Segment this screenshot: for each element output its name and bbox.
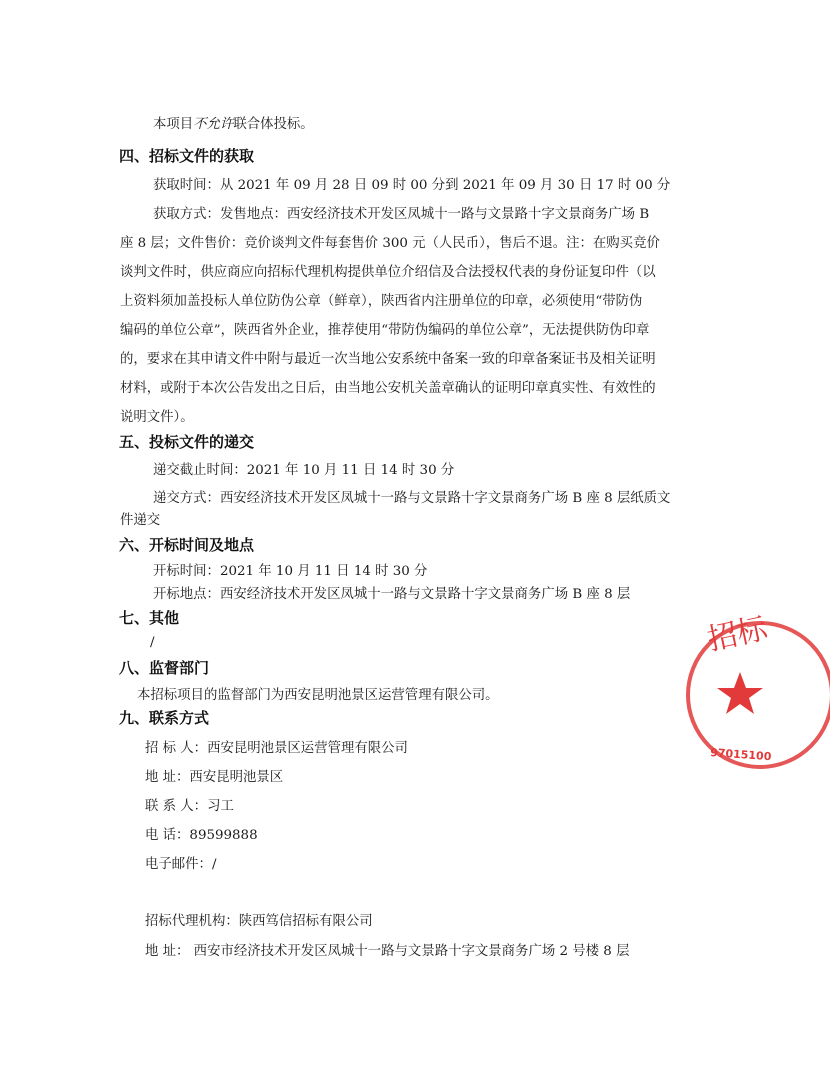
acquisition-method-line: 谈判文件时，供应商应向招标代理机构提供单位介绍信及合法授权代表的身份证复印件（以: [120, 265, 656, 280]
acquisition-method-line: 获取方式：发售地点：西安经济技术开发区凤城十一路与文景路十字文景商务广场 B: [153, 207, 650, 222]
acquisition-method-line: 材料，或附于本次公告发出之日后，由当地公安机关盖章确认的证明印章真实性、有效性的: [120, 381, 656, 396]
section-5-heading: 五、投标文件的递交: [119, 433, 255, 451]
section-9-heading: 九、联系方式: [119, 709, 210, 727]
contact-email: 电子邮件：/: [145, 857, 217, 872]
acquisition-method-line: 的，要求在其申请文件中附与最近一次当地公安系统中备案一致的印章备案证书及相关证明: [120, 352, 656, 367]
contact-person: 联 系 人：习工: [145, 799, 234, 814]
acquisition-method-line: 编码的单位公章”，陕西省外企业，推荐使用“带防伪编码的单位公章”，无法提供防伪印章: [120, 323, 650, 338]
contact-address: 地 址：西安昆明池景区: [145, 770, 284, 785]
agency-address: 地 址： 西安市经济技术开发区凤城十一路与文景路十字文景商务广场 2 号楼 8 层: [145, 944, 630, 959]
acquisition-method-line: 说明文件）。: [120, 410, 194, 425]
supervision-content: 本招标项目的监督部门为西安昆明池景区运营管理有限公司。: [137, 688, 499, 703]
acquisition-method-line: 上资料须加盖投标人单位防伪公章（鲜章），陕西省内注册单位的印章，必须使用“带防伪: [120, 294, 643, 309]
agency-name: 招标代理机构：陕西笃信招标有限公司: [145, 914, 373, 929]
consortium-note: 本项目不允许联合体投标。: [153, 117, 314, 132]
seal-star-icon: [717, 672, 763, 714]
seal-text-top: 招标: [704, 611, 771, 658]
submission-deadline: 递交截止时间：2021 年 10 月 11 日 14 时 30 分: [153, 463, 455, 478]
submission-method-line: 件递交: [120, 513, 161, 528]
acquisition-method-line: 座 8 层；文件售价：竞价谈判文件每套售价 300 元（人民币），售后不退。注：在购买竞价: [120, 236, 660, 251]
seal-code: 97015100: [709, 746, 772, 764]
section-6-heading: 六、开标时间及地点: [119, 536, 255, 554]
contact-tenderer: 招 标 人：西安昆明池景区运营管理有限公司: [145, 741, 408, 756]
opening-place: 开标地点：西安经济技术开发区凤城十一路与文景路十字文景商务广场 B 座 8 层: [153, 587, 631, 602]
company-seal: [680, 610, 830, 780]
other-content: /: [150, 635, 155, 650]
section-4-heading: 四、招标文件的获取: [119, 147, 255, 165]
acquisition-time: 获取时间：从 2021 年 09 月 28 日 09 时 00 分到 2021 年 09 月 30 日 17 时 00 分: [153, 178, 671, 193]
contact-phone: 电 话：89599888: [145, 828, 258, 843]
opening-time: 开标时间：2021 年 10 月 11 日 14 时 30 分: [153, 564, 428, 579]
section-7-heading: 七、其他: [119, 609, 180, 627]
section-8-heading: 八、监督部门: [119, 659, 210, 677]
submission-method-line: 递交方式：西安经济技术开发区凤城十一路与文景路十字文景商务广场 B 座 8 层纸质文: [153, 491, 671, 506]
